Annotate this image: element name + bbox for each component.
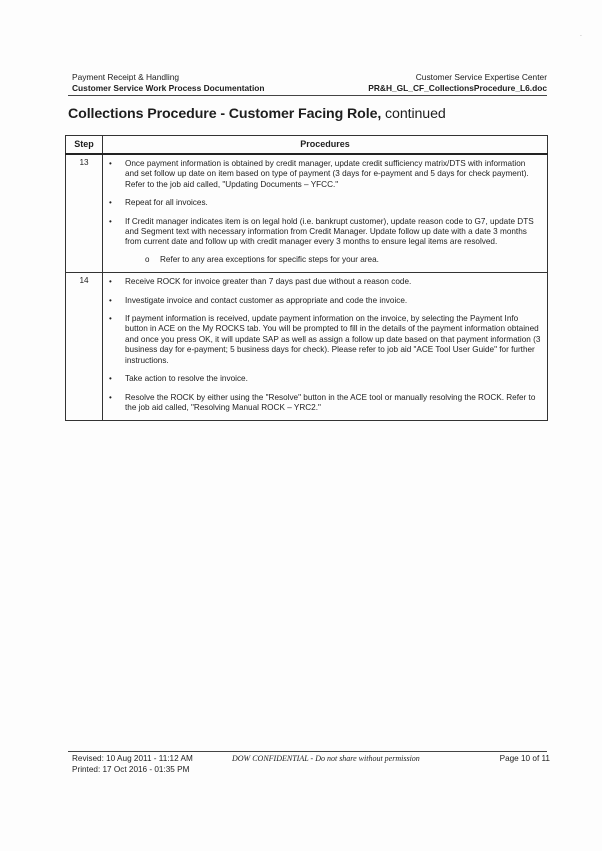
list-item-text: Take action to resolve the invoice. xyxy=(125,374,248,384)
list-item-text: Resolve the ROCK by either using the "Resolve" button in the ACE tool or manually resolving the ROCK. Refer to the job aid called, "Resolving Manual ROCK – YRC2." xyxy=(125,392,536,412)
header-left-line1: Payment Receipt & Handling xyxy=(72,72,180,82)
list-item-text: If payment information is received, update payment information on the invoice, by selecting the Payment Info button in ACE on the My ROCKS tab. You will be prompted to fill in the details of the payment information obtained and once you press OK, it will update SAP as well as assign a follow up date based on that payment information (3 business day for e-payment; 5 business days for check). Please refer to job aid "ACE Tool User Guide" for further instructions. xyxy=(125,314,541,365)
footer-confidential: DOW CONFIDENTIAL - Do not share without permission xyxy=(232,754,420,763)
bullet-icon: • xyxy=(109,392,112,402)
sub-list xyxy=(125,255,541,265)
list-item-text: If Credit manager indicates item is on legal hold (i.e. bankrupt customer), update reason code to G7, update DTS and Segment text with necessary information from Credit Manager. Update follow up date with a date 3 months from current date and follow up with credit manager every 3 months to ensure legal items are resolved. xyxy=(125,216,534,247)
header-left-line2: Customer Service Work Process Documentation xyxy=(72,82,265,93)
page-title xyxy=(68,106,446,122)
table-header-row xyxy=(66,136,548,155)
sub-list-item xyxy=(125,255,541,265)
list-item-text: Repeat for all invoices. xyxy=(125,198,208,208)
footer-divider xyxy=(68,751,547,752)
footer-printed: Printed: 17 Oct 2016 - 01:35 PM xyxy=(72,764,190,774)
step-number: 14 xyxy=(66,273,103,421)
list-item xyxy=(106,393,541,414)
procedure-table xyxy=(65,135,548,421)
list-item xyxy=(106,296,541,306)
page-footer xyxy=(72,754,550,776)
procedure-list xyxy=(106,159,541,265)
header-right-line2: PR&H_GL_CF_CollectionsProcedure_L6.doc xyxy=(368,82,547,93)
list-item xyxy=(106,217,541,266)
header-right-line1: Customer Service Expertise Center xyxy=(415,72,547,82)
bullet-icon: • xyxy=(109,314,112,324)
list-item-text: Once payment information is obtained by credit manager, update credit sufficiency matrix/DTS with information and set follow up date on item based on type of payment (3 days for e-payment and 5 days for check payment). Refer to the job aid called, "Updating Documents – YFCC." xyxy=(125,159,529,189)
bullet-icon: • xyxy=(109,277,112,287)
procedure-list xyxy=(106,277,541,413)
list-item-text: Receive ROCK for invoice greater than 7 days past due without a reason code. xyxy=(125,277,412,287)
bullet-icon: • xyxy=(109,295,112,305)
bullet-icon: • xyxy=(109,159,112,168)
procedure-cell xyxy=(103,154,548,273)
page-header xyxy=(72,72,547,93)
procedure-cell xyxy=(103,273,548,421)
header-divider xyxy=(68,95,547,96)
footer-page-number: Page 10 of 11 xyxy=(499,754,550,763)
table-row xyxy=(66,154,548,273)
column-header-step: Step xyxy=(66,136,103,155)
sub-bullet-icon: o xyxy=(145,254,150,264)
column-header-procedures: Procedures xyxy=(103,136,548,155)
list-item xyxy=(106,374,541,384)
bullet-icon: • xyxy=(109,374,112,384)
list-item-text: Investigate invoice and contact customer as appropriate and code the invoice. xyxy=(125,295,408,305)
title-continued: continued xyxy=(381,106,446,122)
list-item xyxy=(106,198,541,208)
title-main: Collections Procedure - Customer Facing Role, xyxy=(68,106,382,122)
bullet-icon: • xyxy=(109,198,112,208)
step-number: 13 xyxy=(66,154,103,273)
bullet-icon: • xyxy=(109,216,112,226)
table-row xyxy=(66,273,548,421)
list-item xyxy=(106,277,541,287)
sub-list-item-text: Refer to any area exceptions for specific steps for your area. xyxy=(160,254,379,264)
scan-mark: ` xyxy=(580,36,582,42)
list-item xyxy=(106,314,541,366)
list-item xyxy=(106,159,541,190)
footer-revised: Revised: 10 Aug 2011 - 11:12 AM xyxy=(72,754,193,763)
